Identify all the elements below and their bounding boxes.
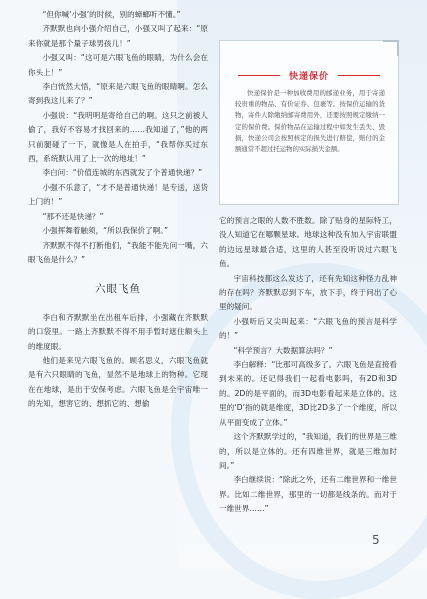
paragraph: 李白恍然大悟，“原来是六眼飞鱼的眼睛啊。怎么寄到我这儿来了？” bbox=[28, 82, 208, 106]
paragraph: 小强又叫：“这可是六眼飞鱼的眼睛，为什么会在你头上！” bbox=[28, 53, 208, 77]
page-number: 5 bbox=[372, 533, 380, 547]
paragraph: 李白和齐默默坐在出租车后排，小强藏在齐默默的口袋里。一路上齐默默不得不用手暂时遮住额头上的维度眼。 bbox=[28, 312, 208, 351]
right-column bbox=[219, 214, 397, 517]
paragraph: 这个齐默默学过的，“我知道，我们的世界是三维的，所以是立体的。还有四维世界，就是三维加时间。” bbox=[219, 432, 397, 470]
info-box-text: 快递保价是一种加收费用的邮递业务，用于寄递较贵重的物品、有价证券、包裹等。按保价运输的货物，寄件人除缴纳邮寄费用外，还要按照规定缴纳一定的保价费。保价物品在运输过程中如发生丢失、毁损，快递公司会按照核定的损失进行赔偿，赔付的金额通常不超过托运物的实际损失金额。 bbox=[235, 89, 385, 154]
paragraph: 齐默默不得不打断他们，“我能不能先问一嘴，六眼飞鱼是什么？” bbox=[28, 240, 208, 264]
info-box-title: 快递保价 bbox=[285, 69, 333, 82]
info-sidebar-box bbox=[219, 40, 399, 205]
paragraph: “科学预言？大数据算法吗？” bbox=[233, 345, 333, 355]
left-column bbox=[28, 8, 208, 412]
paragraph: 他们是来见六眼飞鱼的。顾名思义，六眼飞鱼就是有六只眼睛的飞鱼，显然不是地球上的物种。它现在在地球，是出于安保考虑。六眼飞鱼是全宇宙唯一的先知，想害它的、想抓它的、想偷 bbox=[28, 355, 208, 409]
section-heading: 六眼飞鱼 bbox=[95, 283, 141, 296]
paragraph: 宇宙科技都这么发达了，还有先知这种怪力乱神的存在吗？齐默默忍到下车，放下手，终于问出了心里的疑问。 bbox=[219, 273, 397, 312]
paragraph: 小强不乐意了，“才不是普通快递！是专送，送货上门的！” bbox=[28, 182, 208, 207]
paragraph: 小强听后又尖叫起来：“六眼飞鱼的预言是科学的！” bbox=[219, 316, 397, 341]
title-rule-left bbox=[238, 75, 280, 76]
paragraph: 它的预言之眼的人数不胜数。除了贴身的星际特工，没人知道它在哪颗星球。地球这种没有加入宇宙联盟的边远星球最合适，这里的人甚至没听说过六眼飞鱼。 bbox=[219, 216, 397, 269]
paragraph: “但你喊‘小强’的时候，别的蟑螂听不懂。” bbox=[42, 10, 181, 19]
paragraph: 李白问：“价值连城的东西就发了个普通快递？” bbox=[42, 168, 203, 178]
title-rule-right bbox=[338, 75, 380, 76]
box-corner-decoration bbox=[383, 40, 399, 56]
paragraph: “那不还是快递？” bbox=[42, 211, 104, 221]
paragraph: 小强说：“我明明是寄给自己的啊。这只之前被人偷了，我好不容易才找回来的……我知道了，”他的两只前腿碰了一下，就像是人在拍手，“我帮你买过东西，系统默认用了上一次的地址！” bbox=[28, 110, 208, 164]
paragraph: 齐默默也向小强介绍自己，小强又叫了起来：“原来你就是那个量子球男孩儿！” bbox=[28, 24, 208, 48]
paragraph: 李白解释：“比那可高级多了。六眼飞鱼是直接看到未来的。还记得我们一起看电影吗，有2D和3D的。2D的是平面的，而3D电影看起来是立体的。这里的‘D’指的就是维度，3D比2D多了一个维度，所以从平面变成了立体。” bbox=[219, 360, 397, 427]
paragraph: 李白继续说：“除此之外，还有二维世界和一维世界。比如二维世界，那里的一切都是线条的。而对于一维世界……” bbox=[219, 475, 397, 514]
paragraph: 小强挥舞着触须，“所以我保价了啊。” bbox=[42, 226, 169, 236]
